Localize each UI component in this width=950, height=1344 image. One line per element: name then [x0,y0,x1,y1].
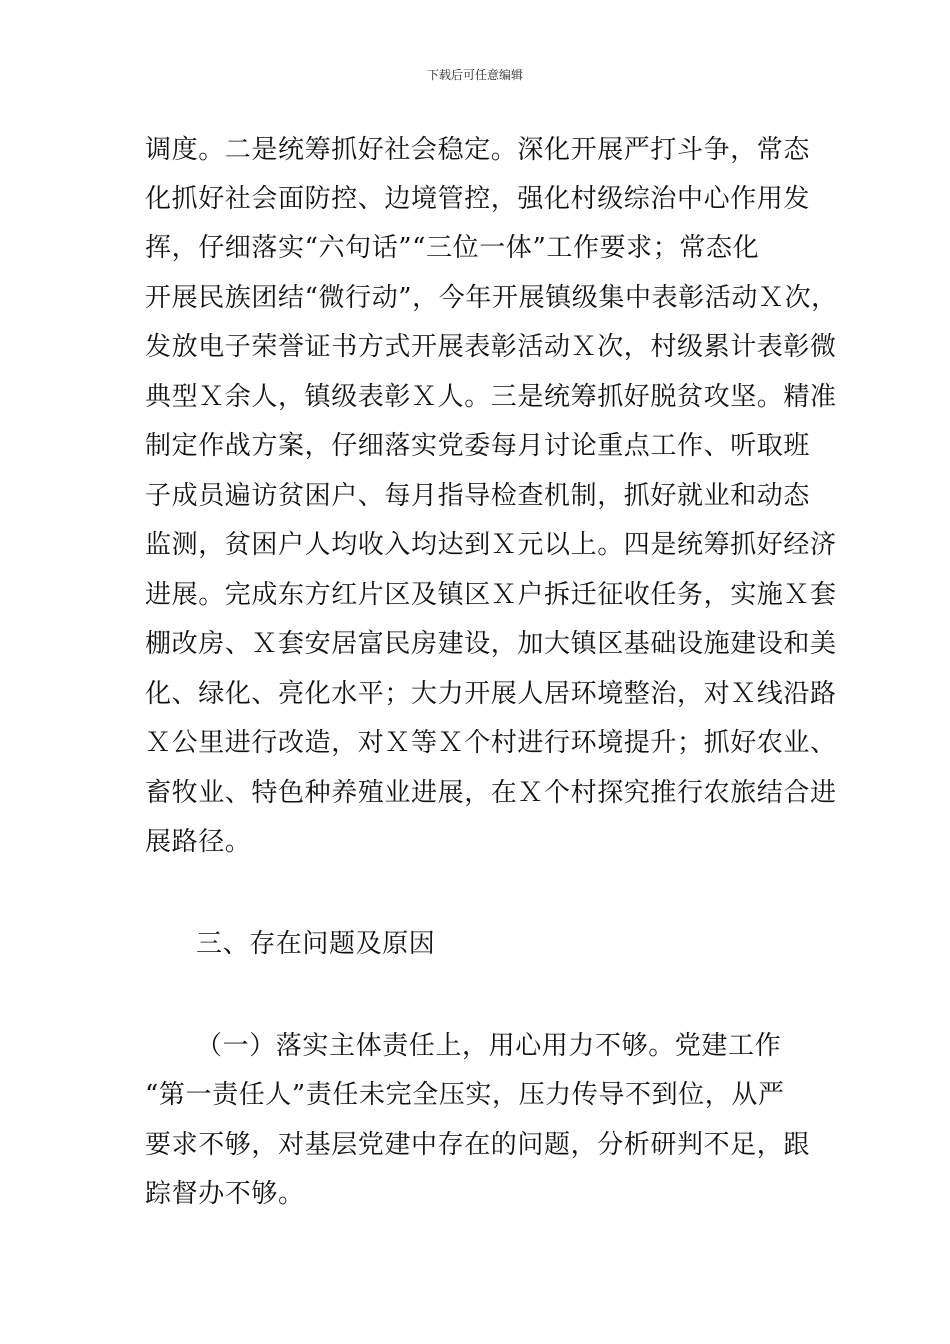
text-line: 化、绿化、亮化水平；大力开展人居环境整治，对Ｘ线沿路 [145,679,837,709]
text-line: 踪督办不够。 [145,1179,305,1209]
text-line: （一）落实主体责任上，用心用力不够。党建工作 [196,1031,782,1061]
text-line: 调度。二是统筹抓好社会稳定。深化开展严打斗争，常态 [145,135,811,165]
page-header-note: 下载后可任意编辑 [426,68,523,82]
text-line: 子成员遍访贫困户、每月指导检查机制，抓好就业和动态 [145,481,811,511]
text-line: 监测，贫困户人均收入均达到Ｘ元以上。四是统筹抓好经济 [145,530,837,560]
text-line: 进展。完成东方红片区及镇区Ｘ户拆迁征收任务，实施Ｘ套 [145,580,837,610]
text-line: 化抓好社会面防控、边境管控，强化村级综治中心作用发 [145,184,811,214]
text-line: 开展民族团结“微行动”，今年开展镇级集中表彰活动Ｘ次， [145,283,838,313]
text-line: 发放电子荣誉证书方式开展表彰活动Ｘ次，村级累计表彰微 [145,332,837,362]
text-line: “第一责任人”责任未完全压实，压力传导不到位，从严 [145,1080,785,1110]
text-line: Ｘ公里进行改造，对Ｘ等Ｘ个村进行环境提升；抓好农业、 [145,728,837,758]
text-line: 畜牧业、特色种养殖业进展，在Ｘ个村探究推行农旅结合进 [145,778,837,808]
section-heading: 三、存在问题及原因 [196,929,436,959]
text-line: 要求不够，对基层党建中存在的问题，分析研判不足，跟 [145,1130,811,1160]
text-line: 制定作战方案，仔细落实党委每月讨论重点工作、听取班 [145,431,811,461]
text-line: 棚改房、Ｘ套安居富民房建设，加大镇区基础设施建设和美 [145,629,837,659]
text-line: 典型Ｘ余人，镇级表彰Ｘ人。三是统筹抓好脱贫攻坚。精准 [145,382,837,412]
text-line: 展路径。 [145,827,252,857]
text-line: 挥，仔细落实“六句话”“三位一体”工作要求；常态化 [145,233,760,263]
